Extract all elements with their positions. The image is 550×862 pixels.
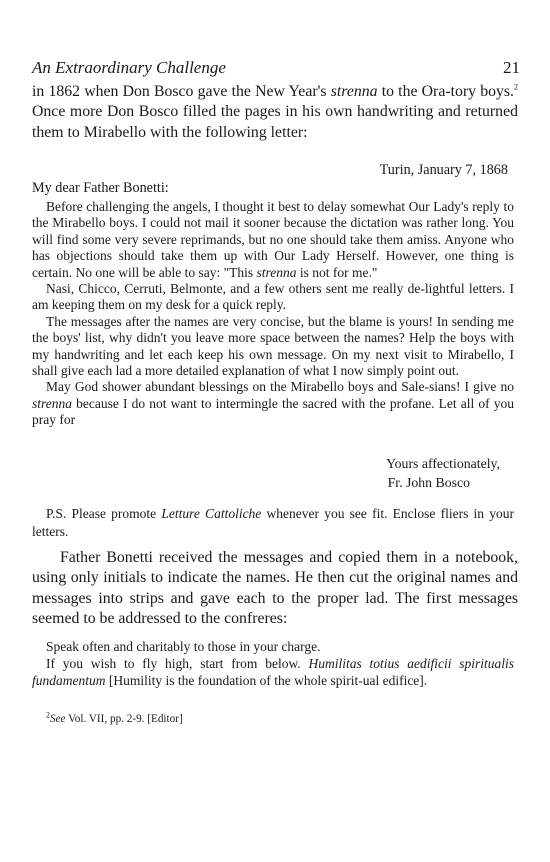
page-header xyxy=(32,58,520,78)
ps-italic: Letture Cattoliche xyxy=(161,506,262,521)
page-number: 21 xyxy=(503,58,520,77)
intro-text: Once more Don Bosco filled the pages in his own handwriting and returned them to Mirabello with the following letter: xyxy=(32,103,518,141)
letter-salutation: My dear Father Bonetti: xyxy=(32,180,169,196)
intro-text: to the Ora-tory boys. xyxy=(377,83,514,100)
letter-place-date: Turin, January 7, 1868 xyxy=(379,162,508,178)
letter-paragraph xyxy=(32,379,514,428)
ps-text: whenever you see fit. Enclose fliers in your letters. xyxy=(32,506,514,539)
letter-paragraph xyxy=(32,199,514,281)
letter-italic: strenna xyxy=(32,395,72,411)
intro-paragraph xyxy=(32,82,518,143)
message-text: [Humility is the foundation of the whole spirit-ual edifice]. xyxy=(105,673,428,688)
letter-closing: Yours affectionately, xyxy=(386,456,500,471)
letter-body xyxy=(32,199,514,429)
footnote-text: Vol. VII, pp. 2-9. [Editor] xyxy=(65,713,183,725)
letter-italic: strenna xyxy=(256,264,297,280)
postscript xyxy=(32,505,514,541)
intro-italic: strenna xyxy=(330,83,378,100)
letter-signature: Fr. John Bosco xyxy=(387,475,470,490)
message-item: Speak often and charitably to those in your charge. xyxy=(46,639,321,654)
message-text: If you wish to fly high, start from below. xyxy=(46,656,309,671)
message-item xyxy=(32,655,514,689)
footnote xyxy=(46,710,183,725)
running-title: An Extraordinary Challenge xyxy=(32,58,226,77)
letter-text: is not for me." xyxy=(296,264,378,280)
footnote-reference: 2 xyxy=(514,82,518,92)
footnote-italic: See xyxy=(50,713,66,725)
letter-text: May God shower abundant blessings on the Mirabello boys and Sale-sians! I give no xyxy=(46,379,514,395)
message-latin: Humilitas totius aedificii spiritualis fundamentum xyxy=(32,656,515,688)
messages-list xyxy=(32,638,514,689)
intro-text: in 1862 when Don Bosco gave the New Year's xyxy=(32,83,331,100)
letter-text: because I do not want to intermingle the sacred with the profane. Let all of you pray for xyxy=(32,395,514,428)
narrative-paragraph: Father Bonetti received the messages and copied them in a notebook, using only initials to indicate the names. He then cut the original names and messages into strips and gave each to the proper lad. The first messages seemed to be addressed to the confreres: xyxy=(32,549,518,627)
letter-paragraph: The messages after the names are very concise, but the blame is yours! In sending me the boys' list, why didn't you leave more space between the names? Help the boys with my handwriting and let each keep his own message. On my next visit to Mirabello, I shall give each lad a more detailed explanation of what I now simply point out. xyxy=(32,313,514,379)
footnote-mark: 2 xyxy=(46,710,50,720)
ps-text: P.S. Please promote xyxy=(46,506,162,521)
letter-paragraph: Nasi, Chicco, Cerruti, Belmonte, and a few others sent me really de-lightful letters. I am keeping them on my desk for a quick reply. xyxy=(32,281,514,313)
letter-text: Before challenging the angels, I thought it best to delay somewhat Our Lady's reply to the Mirabello boys. I could not mail it sooner because the dictation was rather long. You will find some very severe reprimands, but no one should take them amiss. Anyone who has objections should take them up with Our Lady Herself. However, one thing is certain. No one will be able to say: "This xyxy=(32,199,514,280)
